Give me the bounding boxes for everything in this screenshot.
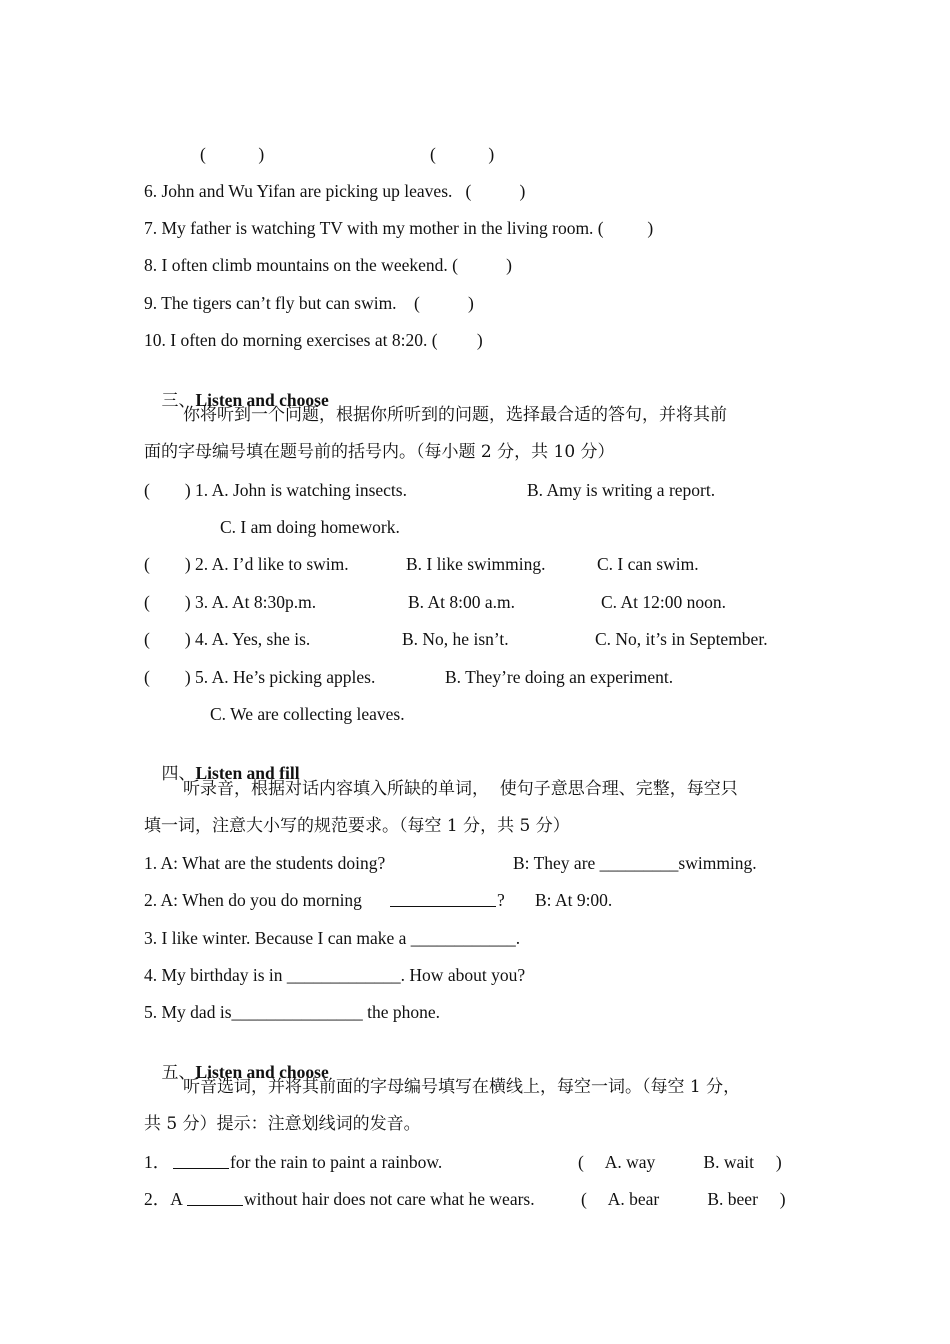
s3-q2-option-b: B. I like swimming. xyxy=(406,554,546,574)
s5-item-1-text: for the rain to paint a rainbow. xyxy=(230,1152,443,1172)
s3-q3-option-b: B. At 8:00 a.m. xyxy=(408,592,515,612)
s3-q5-option-b: B. They’re doing an experiment. xyxy=(445,667,674,687)
s5-item-1-answer-blank[interactable] xyxy=(173,1152,229,1169)
s3-q1-option-b: B. Amy is writing a report. xyxy=(527,480,716,500)
s4-item-5: 5. My dad is_______________ the phone. xyxy=(144,1002,441,1022)
s4-item-3: 3. I like winter. Because I can make a ____________. xyxy=(144,928,521,948)
answer-paren-right: ( ) xyxy=(430,144,495,164)
s4-item-2-question-mark: ? xyxy=(497,890,505,910)
s3-q3-lead: ( ) 3. A. At 8:30p.m. xyxy=(144,592,317,612)
statement-item-9: 9. The tigers can’t fly but can swim. ( ) xyxy=(144,293,474,313)
section-5-number: 五、 xyxy=(161,1063,196,1083)
s3-q4-lead: ( ) 4. A. Yes, she is. xyxy=(144,629,311,649)
s4-item-2-answer-blank[interactable] xyxy=(390,890,496,907)
s4-item-1-answer: B: They are _________swimming. xyxy=(513,853,757,873)
s5-item-2-answer-blank[interactable] xyxy=(187,1189,243,1206)
s3-q4-option-c: C. No, it’s in September. xyxy=(595,629,768,649)
answer-paren-left: ( ) xyxy=(200,144,265,164)
s3-q1-option-c: C. I am doing homework. xyxy=(220,517,400,537)
section-5-instruction-line-2: 共 5 分）提示：注意划线词的发音。 xyxy=(144,1114,421,1134)
s5-item-2-options: ( A. bear B. beer ) xyxy=(581,1189,786,1209)
statement-item-10: 10. I often do morning exercises at 8:20. ( ) xyxy=(144,330,483,350)
s3-q3-option-c: C. At 12:00 noon. xyxy=(601,592,726,612)
s3-q2-option-c: C. I can swim. xyxy=(597,554,699,574)
s4-item-4: 4. My birthday is in _____________. How about you? xyxy=(144,965,526,985)
s5-item-2-number: 2．A xyxy=(144,1189,183,1209)
s3-q5-lead: ( ) 5. A. He’s picking apples. xyxy=(144,667,376,687)
s3-q4-option-b: B. No, he isn’t. xyxy=(402,629,509,649)
section-5-title: Listen and choose xyxy=(195,1062,329,1082)
section-4-instruction-line-1: 听录音，根据对话内容填入所缺的单词， 使句子意思合理、完整，每空只 xyxy=(183,779,738,799)
s4-item-2-answer: B: At 9:00. xyxy=(535,890,613,910)
section-4-title: Listen and fill xyxy=(195,763,300,783)
s3-q1-lead: ( ) 1. A. John is watching insects. xyxy=(144,480,407,500)
section-4-instruction-line-2: 填一词，注意大小写的规范要求。（每空 1 分，共 5 分） xyxy=(144,816,570,836)
s4-item-2-question: 2. A: When do you do morning xyxy=(144,890,362,910)
s5-item-1-options: ( A. way B. wait ) xyxy=(578,1152,782,1172)
s5-item-2-text: without hair does not care what he wears. xyxy=(244,1189,535,1209)
s5-item-1-number: 1． xyxy=(144,1152,171,1172)
s3-q5-option-c: C. We are collecting leaves. xyxy=(210,704,405,724)
section-3-instruction-line-2: 面的字母编号填在题号前的括号内。（每小题 2 分，共 10 分） xyxy=(144,442,615,462)
section-3-number: 三、 xyxy=(161,391,196,411)
section-3-title: Listen and choose xyxy=(195,390,329,410)
section-5-instruction-line-1: 听音选词，并将其前面的字母编号填写在横线上，每空一词。（每空 1 分， xyxy=(183,1077,741,1097)
section-4-number: 四、 xyxy=(161,764,196,784)
statement-item-6: 6. John and Wu Yifan are picking up leaves. ( ) xyxy=(144,181,526,201)
s3-q2-lead: ( ) 2. A. I’d like to swim. xyxy=(144,554,349,574)
statement-item-8: 8. I often climb mountains on the weekend. ( ) xyxy=(144,255,512,275)
statement-item-7: 7. My father is watching TV with my mother in the living room. ( ) xyxy=(144,218,654,238)
section-3-instruction-line-1: 你将听到一个问题，根据你所听到的问题，选择最合适的答句，并将其前 xyxy=(183,405,727,425)
s4-item-1-question: 1. A: What are the students doing? xyxy=(144,853,386,873)
